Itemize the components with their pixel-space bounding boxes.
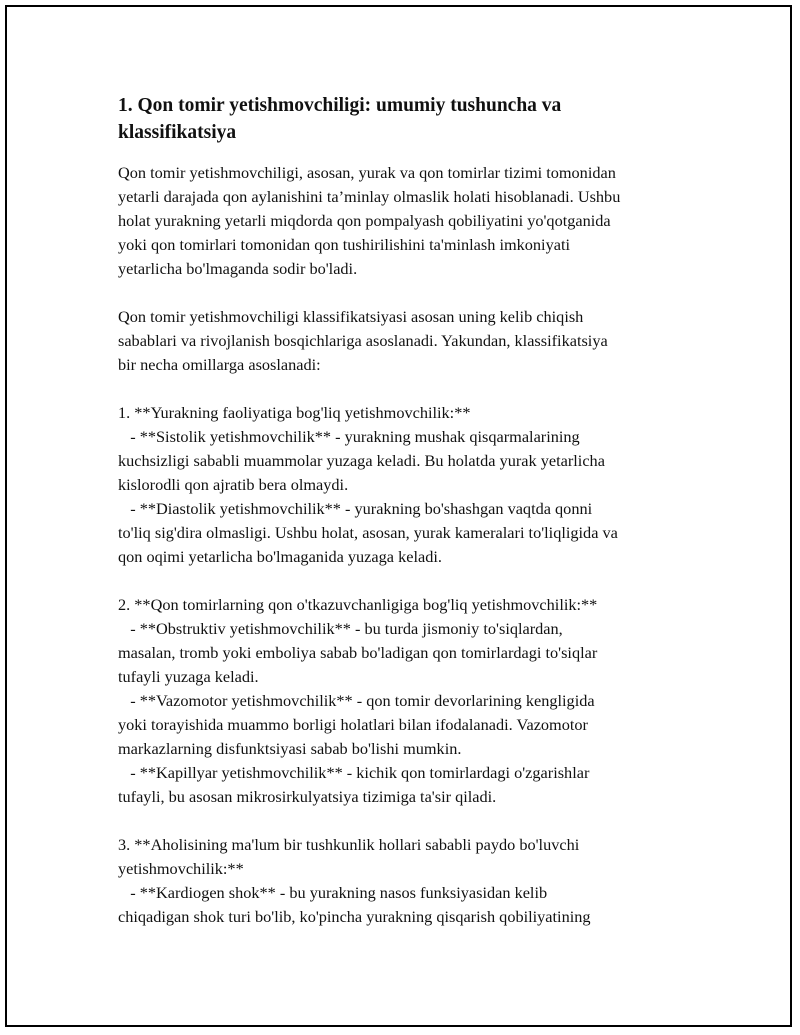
list-subitem: - **Kardiogen shok** - bu yurakning nasos funksiyasidan kelib: [118, 883, 548, 902]
list-item-title: 1. **Yurakning faoliyatiga bog'liq yetishmovchilik:**: [118, 403, 471, 422]
document-body: [118, 92, 690, 953]
text-line: yoki torayishida muammo borligi holatlari bilan ifodalanadi. Vazomotor: [118, 715, 588, 734]
text-line: sabablari va rivojlanish bosqichlariga asoslanadi. Yakundan, klassifikatsiya: [118, 331, 608, 350]
paragraph-definition: [118, 161, 690, 281]
text-line: to'liq sig'dira olmasligi. Ushbu holat, asosan, yurak kameralari to'liqligida va: [118, 523, 618, 542]
heading-line: klassifikatsiya: [118, 122, 237, 143]
text-line: yoki qon tomirlari tomonidan qon tushirilishini ta'minlash imkoniyati: [118, 235, 570, 254]
list-item-title: 2. **Qon tomirlarning qon o'tkazuvchanligiga bog'liq yetishmovchilik:**: [118, 595, 598, 614]
text-line: Qon tomir yetishmovchiligi, asosan, yurak va qon tomirlar tizimi tomonidan: [118, 163, 616, 182]
text-line: kislorodli qon ajratib bera olmaydi.: [118, 475, 349, 494]
section-heading: [118, 92, 690, 146]
text-line: chiqadigan shok turi bo'lib, ko'pincha yurakning qisqarish qobiliyatining: [118, 907, 591, 926]
text-line: tufayli yuzaga keladi.: [118, 667, 259, 686]
list-subitem: - **Obstruktiv yetishmovchilik** - bu turda jismoniy to'siqlardan,: [118, 619, 563, 638]
text-line: qon oqimi yetarlicha bo'lmaganida yuzaga keladi.: [118, 547, 442, 566]
text-line: kuchsizligi sababli muammolar yuzaga keladi. Bu holatda yurak yetarlicha: [118, 451, 605, 470]
list-section-3: [118, 833, 690, 929]
list-section-1: [118, 401, 690, 569]
list-subitem: - **Sistolik yetishmovchilik** - yurakning mushak qisqarmalarining: [118, 427, 580, 446]
text-line: tufayli, bu asosan mikrosirkulyatsiya tizimiga ta'sir qiladi.: [118, 787, 497, 806]
text-line: markazlarning disfunktsiyasi sabab bo'lishi mumkin.: [118, 739, 462, 758]
text-line: bir necha omillarga asoslanadi:: [118, 355, 321, 374]
list-subitem: - **Diastolik yetishmovchilik** - yurakning bo'shashgan vaqtda qonni: [118, 499, 593, 518]
text-line: holat yurakning yetarli miqdorda qon pompalyash qobiliyatini yo'qotganida: [118, 211, 611, 230]
text-line: yetarlicha bo'lmaganda sodir bo'ladi.: [118, 259, 358, 278]
heading-line: 1. Qon tomir yetishmovchiligi: umumiy tushuncha va: [118, 95, 562, 116]
text-line: masalan, tromb yoki emboliya sabab bo'ladigan qon tomirlardagi to'siqlar: [118, 643, 598, 662]
paragraph-classification: [118, 305, 690, 377]
text-line: Qon tomir yetishmovchiligi klassifikatsiyasi asosan uning kelib chiqish: [118, 307, 584, 326]
list-item-title: 3. **Aholisining ma'lum bir tushkunlik hollari sababli paydo bo'luvchi: [118, 835, 580, 854]
list-subitem: - **Vazomotor yetishmovchilik** - qon tomir devorlarining kengligida: [118, 691, 595, 710]
text-line: yetarli darajada qon aylanishini ta’minlay olmaslik holati hisoblanadi. Ushbu: [118, 187, 621, 206]
list-subitem: - **Kapillyar yetishmovchilik** - kichik qon tomirlardagi o'zgarishlar: [118, 763, 590, 782]
text-line: yetishmovchilik:**: [118, 859, 244, 878]
list-section-2: [118, 593, 690, 809]
